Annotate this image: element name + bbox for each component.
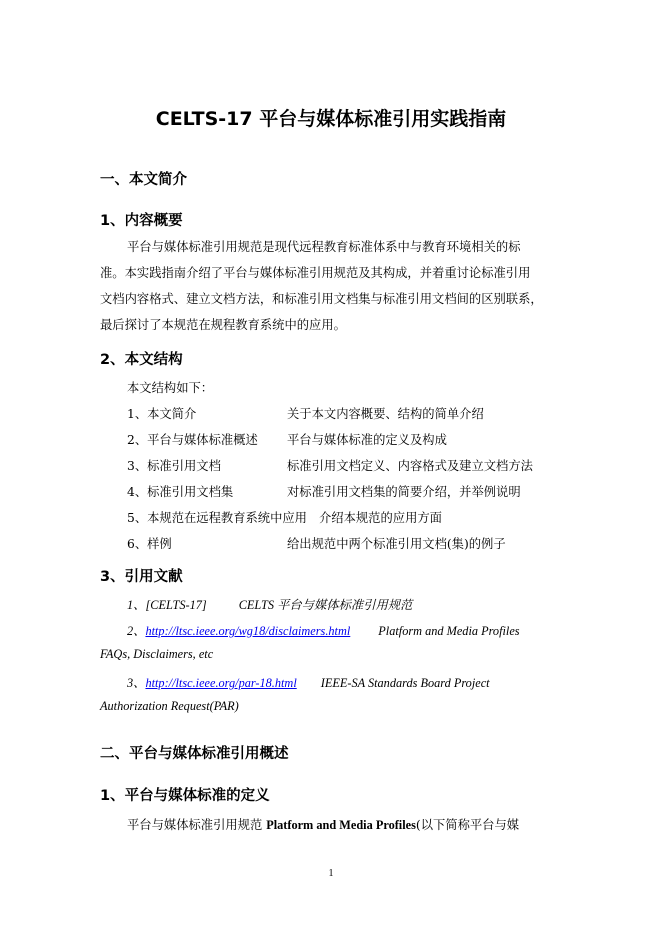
structure-row <box>127 456 567 482</box>
paragraph-line: 准。本实践指南介绍了平台与媒体标准引用规范及其构成，并着重讨论标准引用 <box>100 266 531 280</box>
summary-paragraph <box>100 234 562 338</box>
document-title: CELTS-17 平台与媒体标准引用实践指南 <box>155 108 507 130</box>
subsection-heading-summary: 1、内容概要 <box>100 213 183 229</box>
paragraph-line <box>100 812 562 838</box>
paragraph-line: 文档内容格式、建立文档方法，和标准引用文档集与标准引用文档间的区别联系， <box>100 292 543 306</box>
section-heading-intro: 一、本文简介 <box>100 172 187 188</box>
structure-item-name: 1、本文简介 <box>127 407 197 421</box>
structure-item-desc: 给出规范中两个标准引用文档(集)的例子 <box>287 537 506 551</box>
reference-number: 2、 <box>127 624 146 638</box>
reference-title: IEEE-SA Standards Board Project <box>320 676 490 690</box>
reference-number: 3、 <box>127 676 146 690</box>
reference-title: CELTS 平台与媒体标准引用规范 <box>238 598 413 612</box>
paragraph-line: 最后探讨了本规范在规程教育系统中的应用。 <box>100 318 346 332</box>
paragraph-line: 平台与媒体标准引用规范是现代远程教育标准体系中与教育环境相关的标 <box>127 240 521 254</box>
reference-link[interactable]: http://ltsc.ieee.org/wg18/disclaimers.html <box>145 624 351 638</box>
subsection-heading-structure: 2、本文结构 <box>100 352 183 368</box>
definition-paragraph <box>100 812 562 838</box>
structure-item-name: 3、标准引用文档 <box>127 459 221 473</box>
structure-item-desc: 对标准引用文档集的简要介绍，并举例说明 <box>287 485 521 499</box>
structure-item-desc: 标准引用文档定义、内容格式及建立文档方法 <box>287 459 533 473</box>
structure-item-name: 4、标准引用文档集 <box>127 485 234 499</box>
reference-continuation: Authorization Request(PAR) <box>100 699 239 713</box>
structure-item-desc: 介绍本规范的应用方面 <box>318 511 442 525</box>
reference-item <box>127 673 490 691</box>
reference-number: 1、 <box>127 598 146 612</box>
structure-item-name: 2、平台与媒体标准概述 <box>127 433 258 447</box>
structure-item-desc: 平台与媒体标准的定义及构成 <box>287 433 447 447</box>
reference-label: [CELTS-17] <box>145 598 207 612</box>
structure-row <box>127 534 567 560</box>
section-heading-overview: 二、平台与媒体标准引用概述 <box>100 746 289 762</box>
subsection-heading-definition: 1、平台与媒体标准的定义 <box>100 788 270 804</box>
structure-item-desc: 关于本文内容概要、结构的简单介绍 <box>287 407 484 421</box>
subsection-heading-references: 3、引用文献 <box>100 569 183 585</box>
structure-intro: 本文结构如下： <box>127 381 214 395</box>
structure-row <box>127 482 567 508</box>
reference-item <box>127 595 412 613</box>
structure-row <box>127 508 567 534</box>
definition-prefix: 平台与媒体标准引用规范 <box>127 818 267 832</box>
structure-item-name: 6、样例 <box>127 537 172 551</box>
definition-english-term: Platform and Media Profiles <box>266 818 416 832</box>
structure-row <box>127 430 567 456</box>
definition-suffix: (以下简称平台与媒 <box>415 818 520 832</box>
page-number: 1 <box>328 868 334 879</box>
reference-item <box>127 621 520 639</box>
structure-item-name: 5、本规范在远程教育系统中应用 <box>127 511 307 525</box>
reference-link[interactable]: http://ltsc.ieee.org/par-18.html <box>145 676 297 690</box>
reference-continuation: FAQs, Disclaimers, etc <box>100 647 214 661</box>
reference-title: Platform and Media Profiles <box>378 624 520 638</box>
structure-row <box>127 404 567 430</box>
